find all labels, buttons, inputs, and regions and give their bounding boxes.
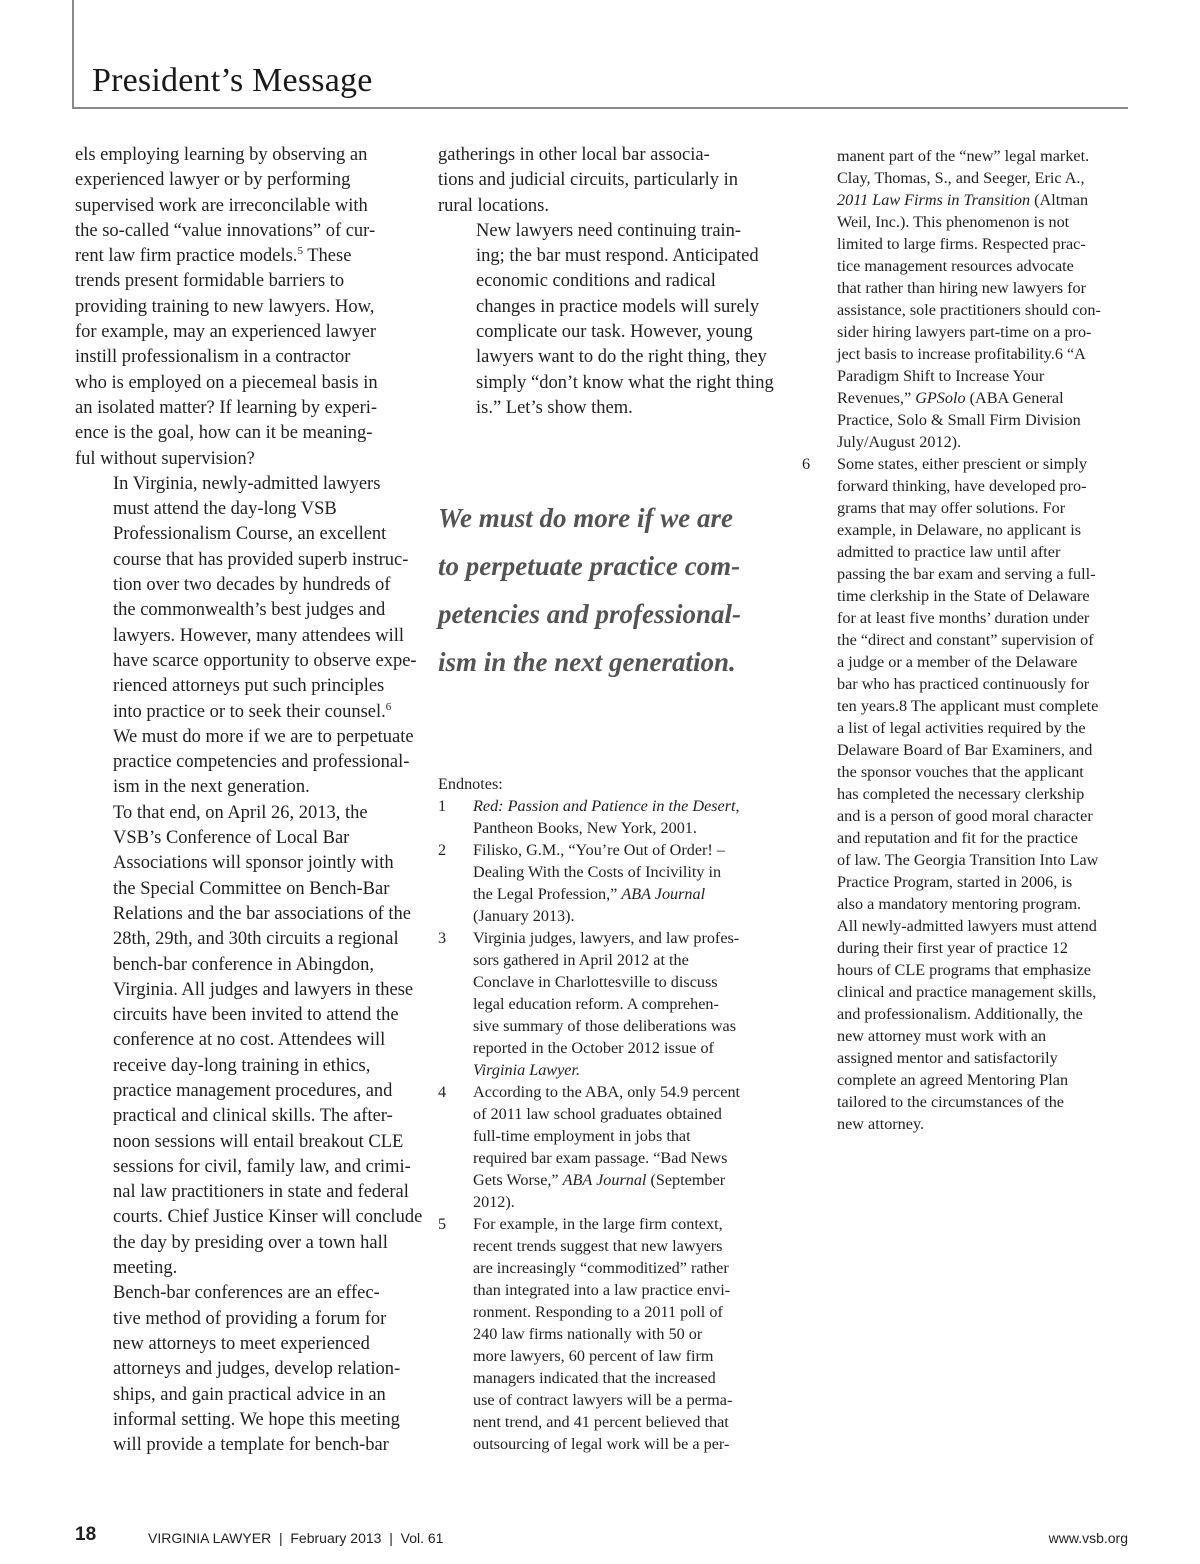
text-line: practical and clinical skills. The after-	[113, 1106, 393, 1127]
text-line: supervised work are irreconcilable with	[75, 195, 368, 216]
text-line: legal education reform. A comprehen-	[473, 995, 719, 1013]
endnotes-column-3	[802, 145, 1132, 1135]
pull-quote-line: We must do more if we are	[438, 503, 733, 533]
text-line: bench-bar conference in Abingdon,	[113, 954, 374, 975]
text-line: admitted to practice law until after	[837, 543, 1061, 561]
text-line: an isolated matter? If learning by experi-	[75, 397, 378, 418]
paragraph	[75, 472, 417, 801]
endnote	[438, 927, 778, 1081]
section-title: President’s Message	[92, 62, 373, 99]
website-url: www.vsb.org	[1048, 1530, 1128, 1546]
text-line: economic conditions and radical	[476, 271, 716, 292]
text-line: will provide a template for bench-bar	[113, 1435, 389, 1456]
pull-quote	[438, 494, 778, 686]
endnote-number: 1	[438, 797, 447, 815]
text-line: gatherings in other local bar associa-	[438, 145, 710, 165]
text-line: practice competencies and professional-	[113, 752, 410, 773]
paragraph	[75, 801, 423, 1282]
text-line: VSB’s Conference of Local Bar	[113, 828, 350, 849]
endnote	[802, 453, 1132, 1135]
text-line: assigned mentor and satisfactorily	[837, 1049, 1058, 1067]
text-line: Practice, Solo & Small Firm Division	[837, 411, 1081, 429]
text-line: New lawyers need continuing train-	[476, 220, 742, 241]
text-line	[837, 387, 1132, 409]
text-line: grams that may offer solutions. For	[837, 499, 1066, 517]
text-line: who is employed on a piecemeal basis in	[75, 372, 378, 393]
text-line: Relations and the bar associations of the	[113, 903, 411, 924]
text-line: ten years.8 The applicant must complete	[837, 697, 1099, 715]
line-text: (September	[646, 1171, 726, 1189]
text-line: conference at no cost. Attendees will	[113, 1030, 386, 1051]
text-line: ronment. Responding to a 2011 poll of	[473, 1303, 723, 1321]
paragraph	[438, 143, 770, 219]
line-text: rent law firm practice models.	[75, 246, 298, 267]
text-line: assistance, sole practitioners should con-	[837, 301, 1101, 319]
endnote	[802, 145, 1132, 453]
text-line: (January 2013).	[473, 907, 575, 925]
text-line: sive summary of those deliberations was	[473, 1017, 736, 1035]
text-line: and is a person of good moral character	[837, 807, 1093, 825]
pull-quote-line: to perpetuate practice com-	[438, 551, 741, 581]
text-line: during their first year of practice 12	[837, 939, 1069, 957]
text-line: a list of legal activities required by the	[837, 719, 1086, 737]
line-text: These	[302, 246, 352, 267]
text-line: 2012).	[473, 1193, 515, 1211]
text-line: trends present formidable barriers to	[75, 271, 345, 292]
endnote-text	[473, 1213, 778, 1455]
text-line: noon sessions will entail breakout CLE	[113, 1131, 404, 1152]
text-line: manent part of the “new” legal market.	[837, 147, 1090, 165]
text-line: experienced lawyer or by performing	[75, 170, 351, 191]
endnote	[438, 839, 778, 927]
line-text: into practice or to seek their counsel.	[113, 701, 386, 722]
text-line: courts. Chief Justice Kinser will conclude	[113, 1207, 423, 1228]
text-line: Some states, either prescient or simply	[837, 455, 1087, 473]
text-line: In Virginia, newly-admitted lawyers	[113, 473, 381, 494]
text-line: rienced attorneys put such principles	[113, 676, 385, 697]
text-line: nal law practitioners in state and federal	[113, 1182, 409, 1203]
text-line	[473, 1169, 778, 1191]
endnotes-heading: Endnotes:	[438, 775, 503, 793]
text-line: required bar exam passage. “Bad News	[473, 1149, 728, 1167]
italic-title: 2011 Law Firms in Transition	[837, 191, 1031, 209]
line-text: (ABA General	[965, 389, 1064, 407]
text-line: the so-called “value innovations” of cur-	[75, 220, 376, 241]
text-line: tion over two decades by hundreds of	[113, 575, 391, 596]
endnote	[438, 1213, 778, 1455]
text-line: Paradigm Shift to Increase Your	[837, 367, 1045, 385]
text-line: the sponsor vouches that the applicant	[837, 763, 1084, 781]
text-line: have scarce opportunity to observe expe-	[113, 650, 417, 671]
endnote	[438, 795, 778, 839]
endnotes-column-2	[438, 773, 778, 1455]
text-line: managers indicated that the increased	[473, 1369, 716, 1387]
text-line: Virginia judges, lawyers, and law profes-	[473, 929, 740, 947]
text-line: are increasingly “commoditized” rather	[473, 1259, 729, 1277]
text-line: ful without supervision?	[75, 448, 255, 469]
text-line: course that has provided superb instruc-	[113, 549, 409, 570]
text-line: tice management resources advocate	[837, 257, 1074, 275]
text-line: is.” Let’s show them.	[476, 397, 633, 418]
text-line: practice management procedures, and	[113, 1080, 393, 1101]
text-line: Virginia. All judges and lawyers in these	[113, 979, 414, 1000]
line-text: ,	[735, 797, 740, 815]
endnote	[438, 1081, 778, 1213]
text-line: the commonwealth’s best judges and	[113, 600, 386, 621]
text-line: According to the ABA, only 54.9 percent	[473, 1083, 741, 1101]
text-line: reported in the October 2012 issue of	[473, 1039, 714, 1057]
text-line: than integrated into a law practice envi-	[473, 1281, 731, 1299]
article-column-1	[75, 143, 423, 1458]
endnote-number: 6	[802, 455, 811, 473]
text-line: Bench-bar conferences are an effec-	[113, 1283, 380, 1304]
text-line: that rather than hiring new lawyers for	[837, 279, 1087, 297]
text-line: ing; the bar must respond. Anticipated	[476, 246, 759, 267]
endnote-text	[473, 795, 778, 839]
text-line: ism in the next generation.	[113, 777, 310, 798]
text-line: 240 law firms nationally with 50 or	[473, 1325, 703, 1343]
text-line: We must do more if we are to perpetuate	[113, 726, 414, 747]
footnote-reference: 5	[297, 245, 303, 258]
text-line	[473, 883, 778, 905]
text-line: tions and judicial circuits, particularly in	[438, 170, 739, 191]
text-line: full-time employment in jobs that	[473, 1127, 691, 1145]
text-line: example, in Delaware, no applicant is	[837, 521, 1082, 539]
text-line: time clerkship in the State of Delaware	[837, 587, 1090, 605]
text-line: informal setting. We hope this meeting	[113, 1409, 400, 1430]
text-line: forward thinking, have developed pro-	[837, 477, 1087, 495]
footnote-reference: 6	[385, 700, 392, 713]
text-line: complicate our task. However, young	[476, 322, 753, 343]
text-line: All newly-admitted lawyers must attend	[837, 917, 1097, 935]
text-line: the Special Committee on Bench-Bar	[113, 878, 390, 899]
text-line: sider hiring lawyers part-time on a pro-	[837, 323, 1092, 341]
text-line: bar who has practiced continuously for	[837, 675, 1090, 693]
line-text: (Altman	[1030, 191, 1089, 209]
text-line: changes in practice models will surely	[476, 296, 760, 317]
text-line: the day by presiding over a town hall	[113, 1232, 388, 1253]
page-number: 18	[75, 1524, 97, 1545]
pull-quote-line: ism in the next generation.	[438, 647, 736, 677]
text-line: of law. The Georgia Transition Into Law	[837, 851, 1099, 869]
text-line: lawyers want to do the right thing, they	[476, 347, 767, 368]
text-line: Weil, Inc.). This phenomenon is not	[837, 213, 1070, 231]
text-line: tailored to the circumstances of the	[837, 1093, 1064, 1111]
text-line: instill professionalism in a contractor	[75, 347, 351, 368]
text-line: receive day-long training in ethics,	[113, 1055, 371, 1076]
text-line	[75, 700, 410, 725]
text-line: nent trend, and 41 percent believed that	[473, 1413, 729, 1431]
text-line: for at least five months’ duration under	[837, 609, 1090, 627]
text-line: ships, and gain practical advice in an	[113, 1384, 386, 1405]
text-line: els employing learning by observing an	[75, 145, 368, 165]
text-line: Delaware Board of Bar Examiners, and	[837, 741, 1093, 759]
text-line: clinical and practice management skills,	[837, 983, 1097, 1001]
paragraph	[75, 143, 410, 472]
text-line: must attend the day-long VSB	[113, 499, 337, 520]
text-line: Associations will sponsor jointly with	[113, 853, 394, 874]
text-line: ject basis to increase profitability.6 “A	[837, 345, 1086, 363]
text-line: 28th, 29th, and 30th circuits a regional	[113, 929, 399, 950]
magazine-info: VIRGINIA LAWYER | February 2013 | Vol. 61	[148, 1530, 444, 1546]
text-line: more lawyers, 60 percent of law firm	[473, 1347, 714, 1365]
text-line: For example, in the large firm context,	[473, 1215, 723, 1233]
paragraph	[438, 219, 774, 421]
text-line: and professionalism. Additionally, the	[837, 1005, 1083, 1023]
endnote-number: 2	[438, 841, 447, 859]
endnote-text	[837, 145, 1132, 453]
text-line: ence is the goal, how can it be meaning-	[75, 423, 373, 444]
text-line: new attorney must work with an	[837, 1027, 1047, 1045]
text-line: meeting.	[113, 1258, 178, 1279]
text-line: hours of CLE programs that emphasize	[837, 961, 1091, 979]
header-vertical-rule	[72, 0, 74, 108]
endnote-text	[473, 1081, 778, 1213]
line-text: the Legal Profession,”	[473, 885, 622, 903]
text-line: attorneys and judges, develop relation-	[113, 1359, 401, 1380]
text-line: lawyers. However, many attendees will	[113, 625, 405, 646]
text-line: circuits have been invited to attend the	[113, 1005, 399, 1026]
text-line: July/August 2012).	[837, 433, 962, 451]
text-line: Pantheon Books, New York, 2001.	[473, 819, 697, 837]
text-line: of 2011 law school graduates obtained	[473, 1105, 722, 1123]
text-line: outsourcing of legal work will be a per-	[473, 1435, 730, 1453]
endnote-text	[473, 927, 778, 1081]
text-line: Clay, Thomas, S., and Seeger, Eric A.,	[837, 169, 1085, 187]
text-line: and reputation and fit for the practice	[837, 829, 1078, 847]
text-line: passing the bar exam and serving a full-	[837, 565, 1096, 583]
text-line: providing training to new lawyers. How,	[75, 296, 375, 317]
text-line: simply “don’t know what the right thing	[476, 372, 774, 393]
text-line	[473, 795, 778, 817]
text-line: tive method of providing a forum for	[113, 1308, 387, 1329]
text-line: Filisko, G.M., “You’re Out of Order! –	[473, 841, 725, 859]
text-line	[837, 189, 1132, 211]
text-line: sessions for civil, family law, and crimi-	[113, 1156, 411, 1177]
text-line: Professionalism Course, an excellent	[113, 524, 387, 545]
text-line: new attorneys to meet experienced	[113, 1333, 370, 1354]
text-line: also a mandatory mentoring program.	[837, 895, 1082, 913]
text-line: To that end, on April 26, 2013, the	[113, 802, 368, 823]
text-line: sors gathered in April 2012 at the	[473, 951, 689, 969]
endnote-number: 4	[438, 1083, 447, 1101]
text-line: Dealing With the Costs of Incivility in	[473, 863, 722, 881]
text-line: for example, may an experienced lawyer	[75, 322, 376, 343]
text-line: limited to large firms. Respected prac-	[837, 235, 1086, 253]
endnote-text	[473, 839, 778, 927]
italic-title: GPSolo	[915, 389, 966, 407]
line-text: Gets Worse,”	[473, 1171, 563, 1189]
paragraph	[75, 1281, 410, 1458]
italic-title: ABA Journal	[621, 885, 706, 903]
line-text: Revenues,”	[837, 389, 916, 407]
text-line: complete an agreed Mentoring Plan	[837, 1071, 1069, 1089]
text-line	[75, 244, 410, 269]
article-column-2	[438, 143, 774, 421]
text-line	[473, 1059, 778, 1081]
endnote-number: 3	[438, 929, 447, 947]
text-line: Practice Program, started in 2006, is	[837, 873, 1073, 891]
italic-title: Red: Passion and Patience in the Desert	[473, 797, 736, 815]
text-line: Conclave in Charlottesville to discuss	[473, 973, 718, 991]
text-line: has completed the necessary clerkship	[837, 785, 1085, 803]
endnote-number: 5	[438, 1215, 447, 1233]
text-line: new attorney.	[837, 1115, 925, 1133]
text-line: a judge or a member of the Delaware	[837, 653, 1078, 671]
text-line: recent trends suggest that new lawyers	[473, 1237, 723, 1255]
text-line: rural locations.	[438, 195, 549, 216]
italic-title: Virginia Lawyer.	[473, 1061, 581, 1079]
text-line: use of contract lawyers will be a perma-	[473, 1391, 733, 1409]
pull-quote-line: petencies and professional-	[438, 599, 741, 629]
endnote-text	[837, 453, 1132, 1135]
header-horizontal-rule	[72, 107, 1128, 109]
text-line: the “direct and constant” supervision of	[837, 631, 1094, 649]
italic-title: ABA Journal	[562, 1171, 647, 1189]
